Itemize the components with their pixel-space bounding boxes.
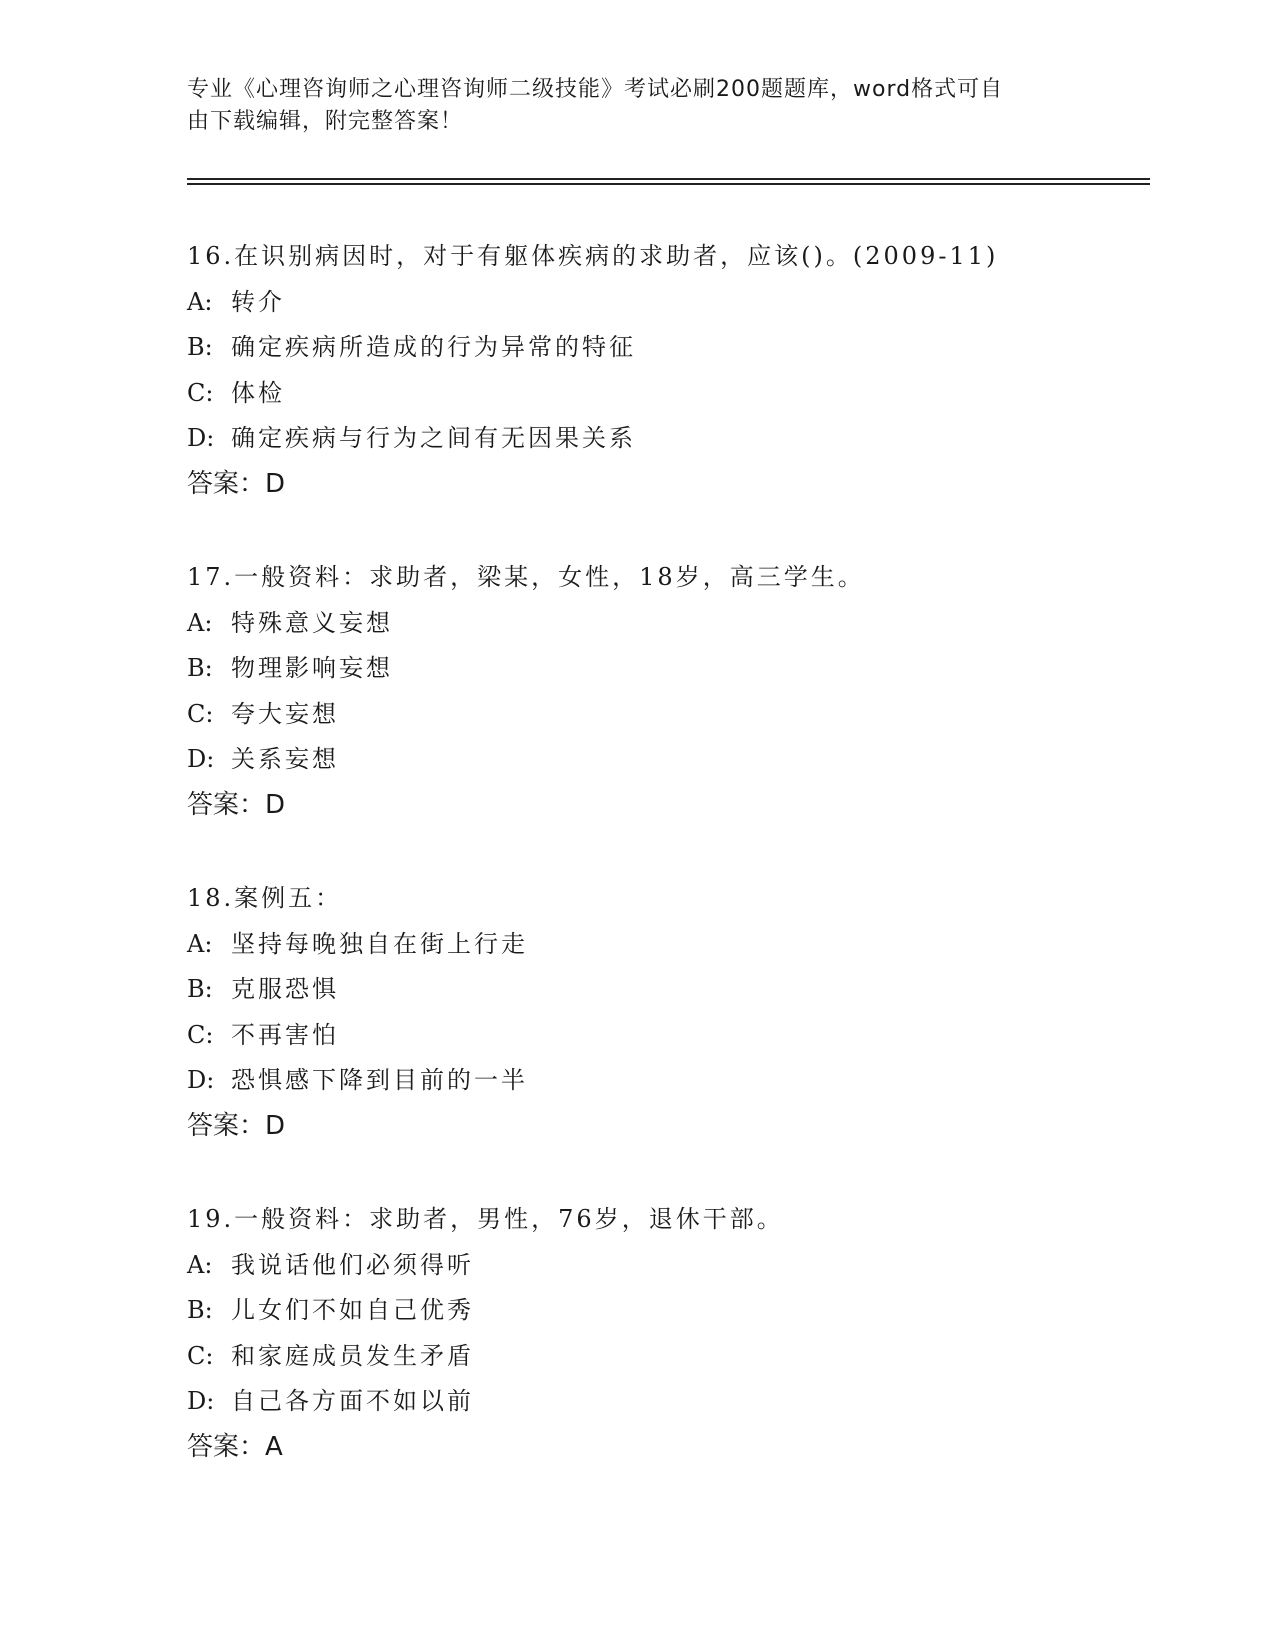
option-b — [187, 967, 1147, 1013]
answer-line: 答案：D — [187, 468, 286, 499]
option-c — [187, 371, 1147, 417]
option-text: 克服恐惧 — [231, 975, 339, 1003]
option-letter: A: — [187, 287, 213, 316]
answer-line: 答案：D — [187, 1110, 286, 1141]
option-b — [187, 1288, 1147, 1334]
question-stem: 19.一般资料：求助者，男性，76岁，退休干部。 — [187, 1205, 784, 1233]
option-text: 夸大妄想 — [231, 699, 339, 728]
option-text: 我说话他们必须得听 — [231, 1250, 474, 1279]
option-a — [187, 601, 1147, 647]
option-letter: A: — [187, 608, 213, 637]
option-a — [187, 1243, 1147, 1289]
option-c — [187, 692, 1147, 738]
option-letter: A: — [187, 929, 213, 958]
option-text: 关系妄想 — [231, 745, 339, 773]
document-header — [187, 74, 1067, 138]
question-17 — [187, 555, 1147, 828]
option-a — [187, 280, 1147, 326]
option-letter: B: — [187, 975, 213, 1003]
option-text: 自己各方面不如以前 — [231, 1387, 474, 1415]
option-letter: D: — [187, 1066, 215, 1094]
option-c — [187, 1013, 1147, 1059]
option-text: 不再害怕 — [231, 1020, 339, 1049]
option-letter: C: — [187, 1341, 214, 1370]
option-text: 恐惧感下降到目前的一半 — [231, 1066, 528, 1094]
option-letter: D: — [187, 745, 215, 773]
question-list — [187, 234, 1147, 1518]
option-letter: B: — [187, 1296, 213, 1324]
option-d — [187, 416, 1147, 462]
option-d — [187, 1379, 1147, 1425]
option-letter: D: — [187, 1387, 215, 1415]
option-letter: C: — [187, 1020, 214, 1049]
question-stem: 17.一般资料：求助者，梁某，女性，18岁，高三学生。 — [187, 563, 865, 591]
question-16 — [187, 234, 1147, 507]
option-text: 转介 — [231, 287, 285, 316]
question-19 — [187, 1197, 1147, 1470]
question-stem: 16.在识别病因时，对于有躯体疾病的求助者，应该()。(2009-11) — [187, 242, 999, 270]
option-d — [187, 1058, 1147, 1104]
option-b — [187, 325, 1147, 371]
option-text: 确定疾病与行为之间有无因果关系 — [231, 424, 636, 452]
option-letter: B: — [187, 333, 213, 361]
option-letter: C: — [187, 378, 214, 407]
option-letter: B: — [187, 654, 213, 682]
option-letter: D: — [187, 424, 215, 452]
option-b — [187, 646, 1147, 692]
answer-line: 答案：D — [187, 789, 286, 820]
header-line-2: 由下载编辑，附完整答案！ — [187, 109, 464, 134]
option-text: 确定疾病所造成的行为异常的特征 — [231, 333, 636, 361]
answer-line: 答案：A — [187, 1431, 283, 1462]
question-18 — [187, 876, 1147, 1149]
option-text: 体检 — [231, 378, 285, 407]
option-c — [187, 1334, 1147, 1380]
option-a — [187, 922, 1147, 968]
header-double-rule — [187, 178, 1150, 185]
option-text: 和家庭成员发生矛盾 — [231, 1341, 474, 1370]
option-letter: C: — [187, 699, 214, 728]
option-text: 儿女们不如自己优秀 — [231, 1296, 474, 1324]
option-text: 特殊意义妄想 — [231, 608, 393, 637]
header-line-1: 专业《心理咨询师之心理咨询师二级技能》考试必刷200题题库，word格式可自 — [187, 77, 1004, 102]
option-text: 坚持每晚独自在街上行走 — [231, 929, 528, 958]
option-d — [187, 737, 1147, 783]
option-text: 物理影响妄想 — [231, 654, 393, 682]
option-letter: A: — [187, 1250, 213, 1279]
question-stem: 18.案例五： — [187, 884, 343, 912]
